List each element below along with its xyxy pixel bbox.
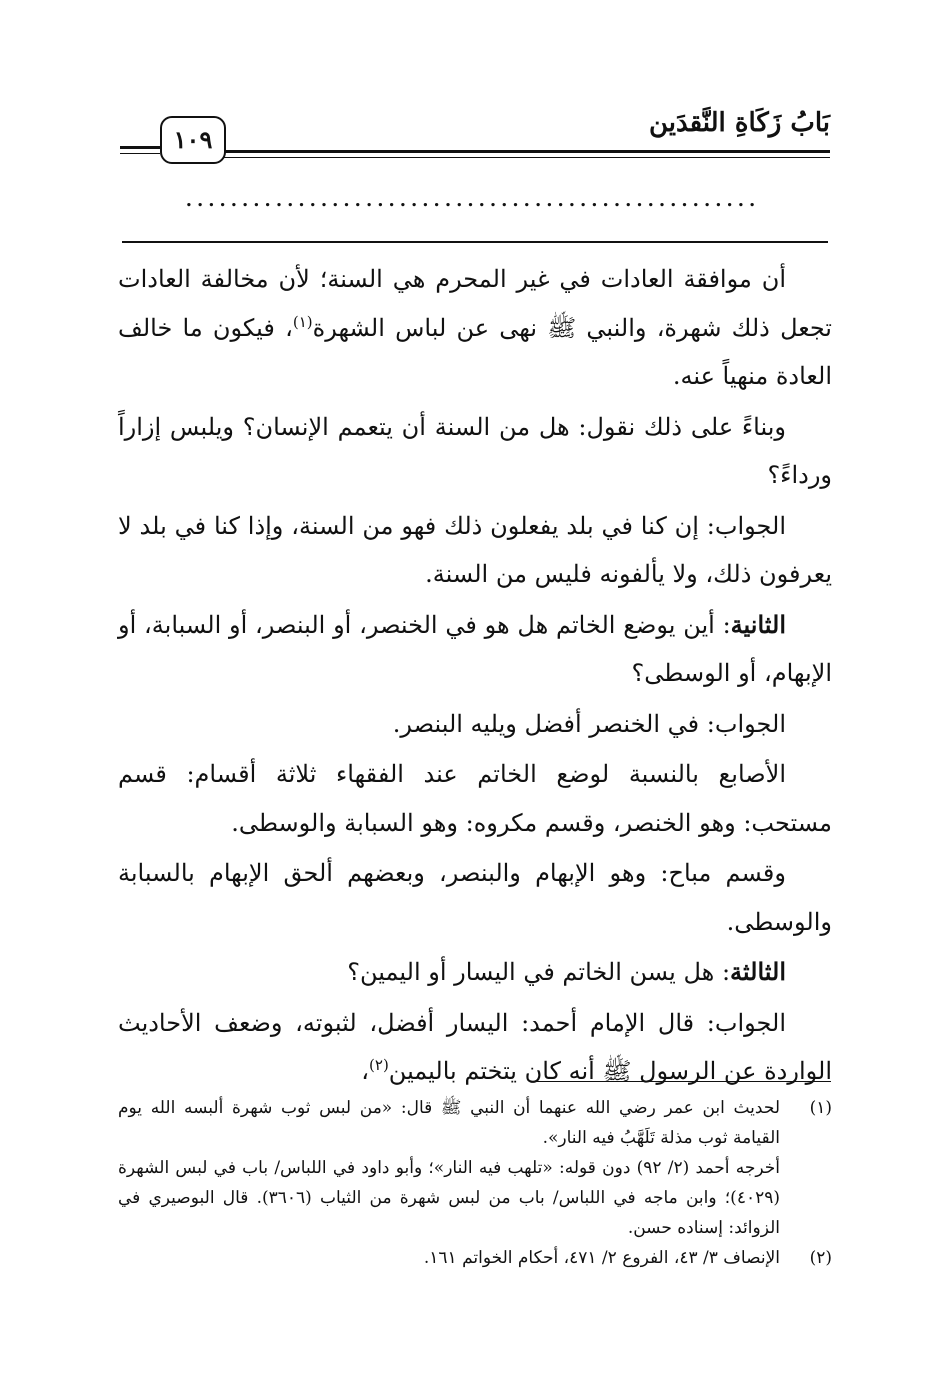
paragraph-8-text: : هل يسن الخاتم في اليسار أو اليمين؟ (347, 958, 731, 986)
paragraph-1-tail: ، فيكون ما خالف العادة منهياً عنه. (118, 313, 832, 390)
paragraph-4-text: : أين يوضع الخاتم هل هو في الخنصر، أو البنصر، أو السبابة، أو الإبهام، أو الوسطى؟ (118, 610, 832, 687)
dotted-divider: ................................................... (185, 190, 761, 211)
footnote-2-number: (٢) (809, 1248, 832, 1268)
header-rule-thin (220, 157, 830, 158)
paragraph-2: وبناءً على ذلك نقول: هل من السنة أن يتعمم الإنسان؟ ويلبس إزاراً ورداءً؟ (118, 412, 832, 489)
page-header (120, 98, 830, 168)
footnote-2 (118, 1243, 832, 1273)
main-text (118, 255, 832, 1098)
footnote-1-number: (١) (809, 1098, 832, 1118)
body-top-rule (122, 241, 828, 243)
footnote-1-text (118, 1093, 780, 1243)
footnotes (118, 1093, 832, 1273)
footnote-1 (118, 1093, 832, 1243)
header-left-rule-thin (120, 153, 160, 154)
paragraph-9-text: الجواب: قال الإمام أحمد: اليسار أفضل، لثبوته، وضعف الأحاديث الواردة عن الرسول ﷺ أنه كان يتختم باليمين (118, 1008, 832, 1085)
footnote-2-text (118, 1243, 780, 1273)
header-rule-thick (220, 150, 830, 153)
footnote-ref-1[interactable]: (١) (292, 312, 313, 331)
paragraph-7: وقسم مباح: وهو الإبهام والبنصر، وبعضهم ألحق الإبهام بالسبابة والوسطى. (118, 859, 832, 936)
running-title: بَابُ زَكَاةِ النَّقدَين (648, 108, 830, 138)
paragraph-8-label: الثالثة (730, 957, 786, 986)
paragraph-1 (118, 255, 832, 401)
paragraph-4-label: الثانية (730, 609, 786, 639)
page-number: ١٠٩ (160, 116, 226, 164)
paragraph-6: الأصابع بالنسبة لوضع الخاتم عند الفقهاء ثلاثة أقسام: قسم مستحب: وهو الخنصر، وقسم مكروه: وهو السبابة والوسطى. (118, 760, 832, 837)
paragraph-9-tail: ، (361, 1057, 370, 1085)
footnote-1-line-2: أخرجه أحمد (٢/ ٩٢) دون قوله: «تلهب فيه النار»؛ وأبو داود في اللباس/ باب في لبس الشهرة (٤٠٢٩)؛ وابن ماجه في اللباس/ باب من لبس شهرة من الثياب (٣٦٠٦). قال البوصيري في الزوائد: إسناده حسن. (118, 1158, 780, 1238)
footnote-1-line-1: لحديث ابن عمر رضي الله عنهما أن النبي ﷺ قال: «من لبس ثوب شهرة ألبسه الله يوم القيامة ثوب مذلة تَلَهَّبُ فيه النار». (118, 1098, 780, 1148)
paragraph-8 (118, 948, 832, 997)
footnote-2-line-1: الإنصاف ٣/ ٤٣، الفروع ٢/ ٤٧١، أحكام الخواتم ١٦١. (423, 1248, 780, 1268)
paragraph-5: الجواب: في الخنصر أفضل ويليه البنصر. (392, 709, 786, 738)
paragraph-4 (118, 601, 832, 698)
paragraph-1-text: أن موافقة العادات في غير المحرم هي السنة؛ لأن مخالفة العادات تجعل ذلك شهرة، والنبي ﷺ نهى عن لباس الشهرة (118, 265, 832, 342)
header-left-rule-thick (120, 146, 160, 149)
footnote-ref-2[interactable]: (٢) (369, 1056, 389, 1074)
footnote-separator (535, 1081, 831, 1082)
paragraph-3: الجواب: إن كنا في بلد يفعلون ذلك فهو من السنة، وإذا كنا في بلد لا يعرفون ذلك، ولا يألفونه فليس من السنة. (118, 511, 832, 588)
